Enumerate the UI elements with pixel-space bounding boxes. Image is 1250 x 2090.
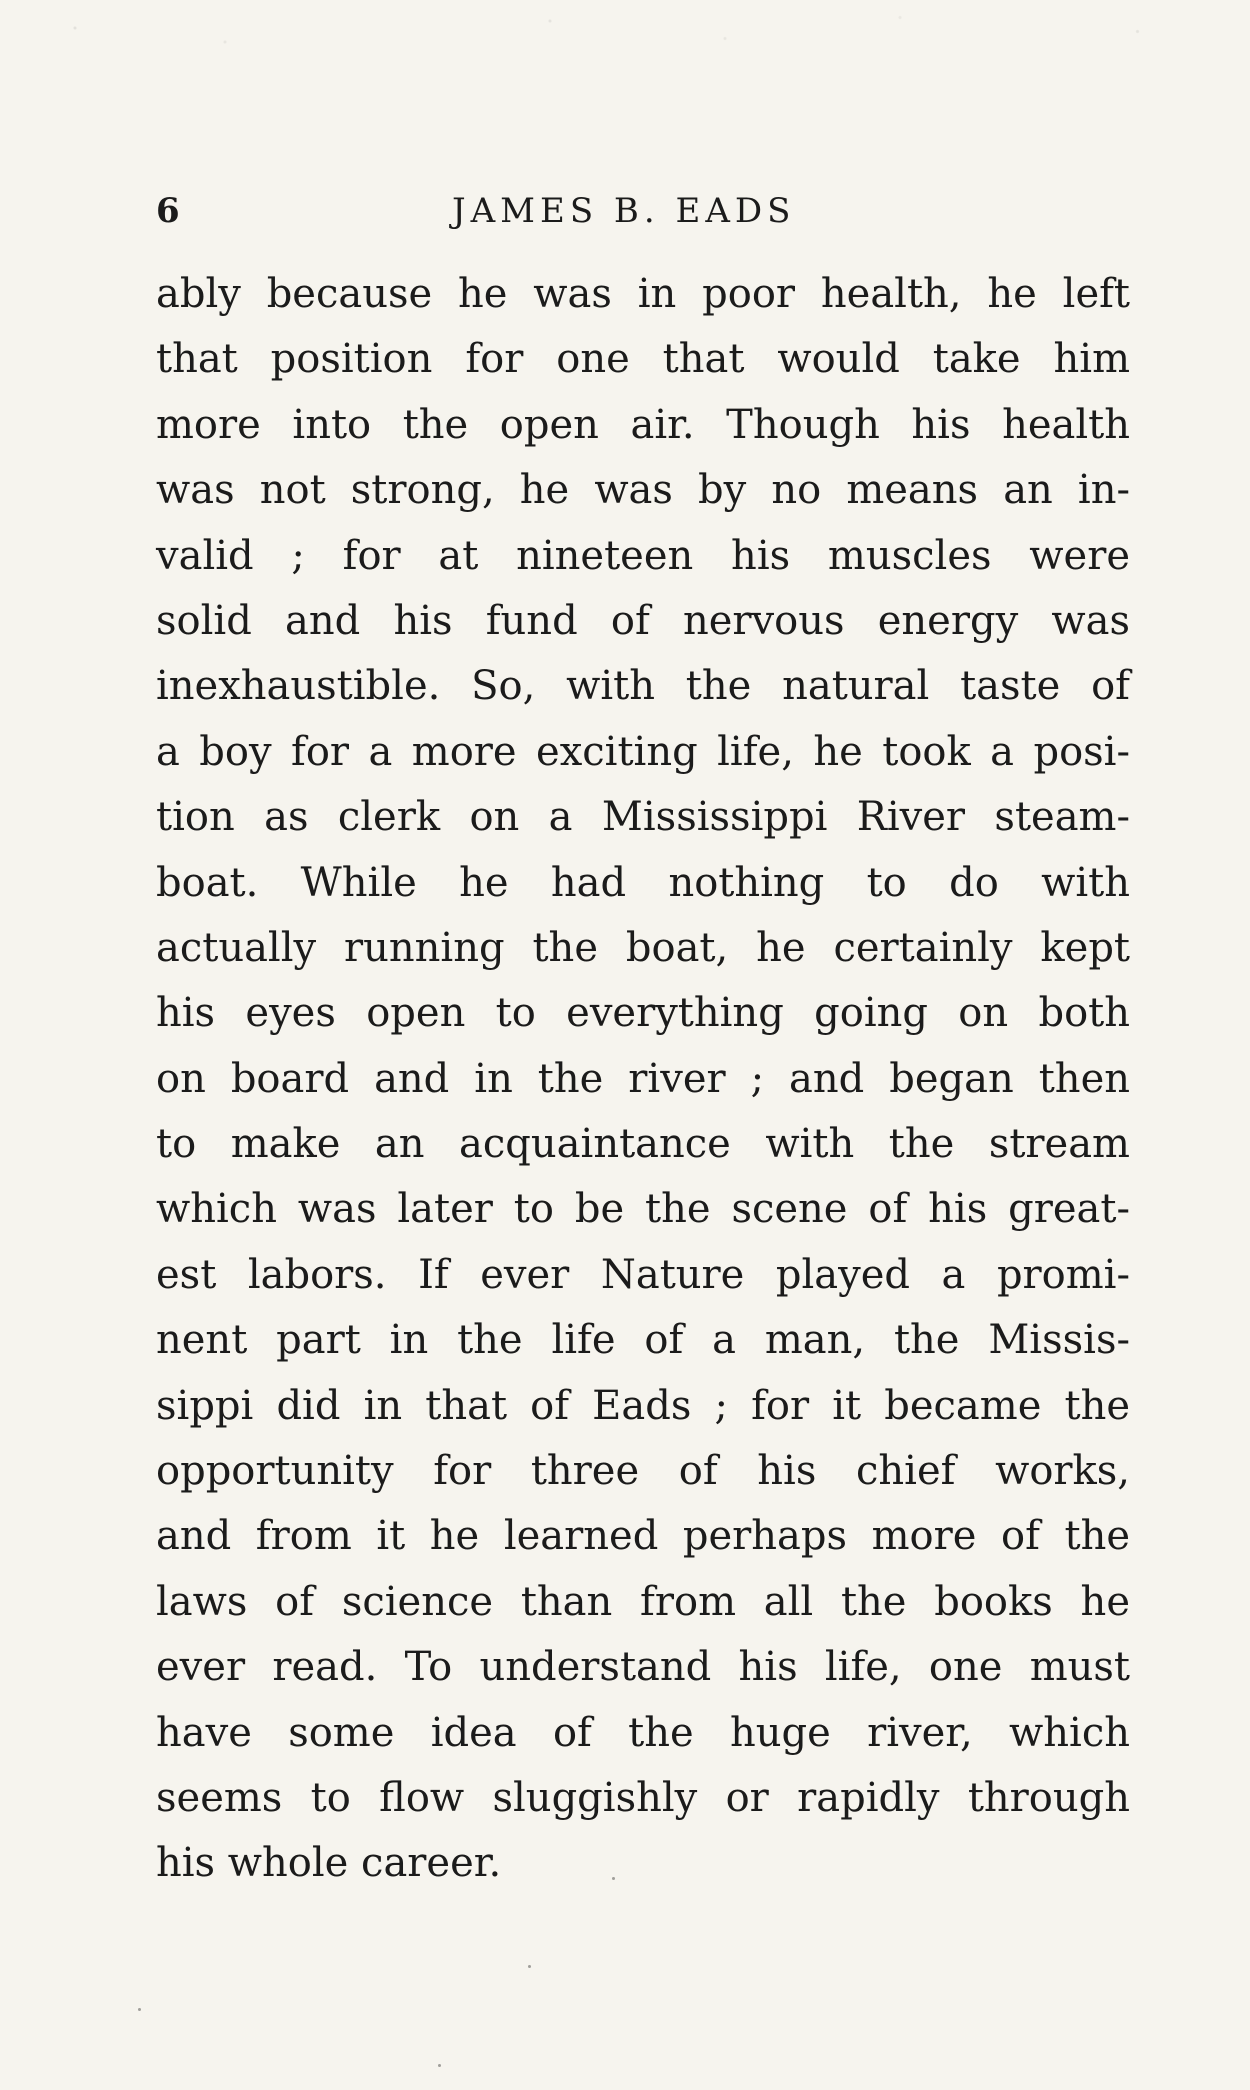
text-line: seems to flow sluggishly or rapidly through — [156, 1774, 1130, 1821]
text-line: which was later to be the scene of his great- — [156, 1186, 1130, 1233]
text-line: was not strong, he was by no means an in- — [156, 467, 1130, 514]
text-line: est labors. If ever Nature played a promi- — [156, 1251, 1130, 1298]
text-line: tion as clerk on a Mississippi River steam- — [156, 794, 1130, 841]
text-line: boat. While he had nothing to do with — [156, 859, 1130, 906]
text-line-last: his whole career. — [156, 1840, 502, 1887]
text-line: sippi did in that of Eads ; for it became the — [156, 1382, 1130, 1429]
page-edge-speckle — [0, 0, 1250, 70]
text-line: nent part in the life of a man, the Missis- — [156, 1317, 1130, 1364]
text-line: a boy for a more exciting life, he took a posi- — [156, 728, 1130, 775]
page-header — [156, 186, 1136, 236]
running-head: JAMES B. EADS — [452, 191, 796, 231]
text-line: laws of science than from all the books he — [156, 1578, 1130, 1625]
text-line: valid ; for at nineteen his muscles were — [156, 532, 1130, 579]
text-line: ably because he was in poor health, he left — [156, 271, 1130, 317]
text-line: that position for one that would take him — [156, 336, 1130, 383]
text-line: more into the open air. Though his health — [156, 401, 1130, 448]
ink-speck — [612, 1877, 615, 1880]
text-line: actually running the boat, he certainly kept — [156, 924, 1130, 971]
ink-speck — [138, 2008, 141, 2011]
text-line: to make an acquaintance with the stream — [156, 1121, 1130, 1168]
text-line: ever read. To understand his life, one must — [156, 1644, 1130, 1691]
text-line: on board and in the river ; and began then — [156, 1055, 1130, 1102]
text-line: and from it he learned perhaps more of the — [156, 1513, 1130, 1560]
text-line: have some idea of the huge river, which — [156, 1709, 1130, 1756]
text-line: his eyes open to everything going on both — [156, 990, 1130, 1037]
ink-speck — [438, 2064, 441, 2067]
page-number: 6 — [156, 191, 180, 231]
text-line: opportunity for three of his chief works, — [156, 1448, 1130, 1495]
body-text — [156, 262, 1130, 1897]
text-line: inexhaustible. So, with the natural taste of — [156, 663, 1130, 710]
ink-speck — [528, 1965, 531, 1968]
text-line: solid and his fund of nervous energy was — [156, 597, 1130, 644]
